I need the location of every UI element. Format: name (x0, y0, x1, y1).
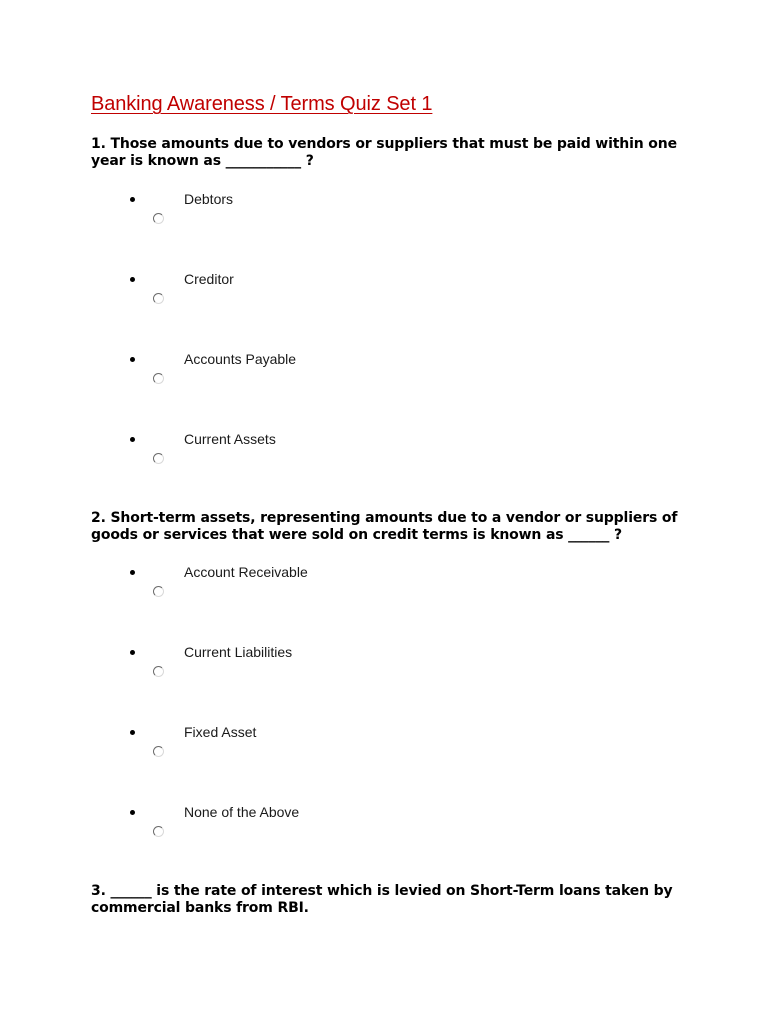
option-label: Debtors (184, 191, 234, 207)
question-2-text: 2. Short-term assets, representing amounts due to a vendor or suppliers of goods or services that were sold on credit terms is known as ______ ? (91, 510, 678, 543)
radio-button[interactable] (153, 373, 164, 384)
bullet-icon (130, 730, 135, 735)
bullet-icon (130, 570, 135, 575)
bullet-icon (130, 197, 135, 202)
radio-button[interactable] (153, 293, 164, 304)
bullet-icon (130, 277, 135, 282)
question-2-option-3[interactable] (0, 724, 768, 764)
question-1-option-1[interactable] (0, 191, 768, 231)
question-2-option-1[interactable] (0, 564, 768, 604)
option-label: Accounts Payable (184, 351, 297, 367)
option-label: Account Receivable (184, 564, 308, 580)
radio-button[interactable] (153, 586, 164, 597)
option-label: Fixed Asset (184, 724, 257, 740)
radio-button[interactable] (153, 453, 164, 464)
bullet-icon (130, 437, 135, 442)
radio-button[interactable] (153, 666, 164, 677)
question-2-option-4[interactable] (0, 804, 768, 844)
bullet-icon (130, 810, 135, 815)
question-3-text: 3. ______ is the rate of interest which is levied on Short-Term loans taken by commercial banks from RBI. (91, 883, 673, 916)
option-label: None of the Above (184, 804, 300, 820)
page-title: Banking Awareness / Terms Quiz Set 1 (91, 93, 433, 115)
option-label: Current Liabilities (184, 644, 293, 660)
question-2-option-2[interactable] (0, 644, 768, 684)
bullet-icon (130, 650, 135, 655)
bullet-icon (130, 357, 135, 362)
radio-button[interactable] (153, 213, 164, 224)
option-label: Creditor (184, 271, 234, 287)
question-1-option-2[interactable] (0, 271, 768, 311)
option-label: Current Assets (184, 431, 276, 447)
question-1-option-3[interactable] (0, 351, 768, 391)
radio-button[interactable] (153, 746, 164, 757)
question-1-option-4[interactable] (0, 431, 768, 471)
radio-button[interactable] (153, 826, 164, 837)
question-1-text: 1. Those amounts due to vendors or suppliers that must be paid within one year is known as ___________ ? (91, 136, 677, 169)
